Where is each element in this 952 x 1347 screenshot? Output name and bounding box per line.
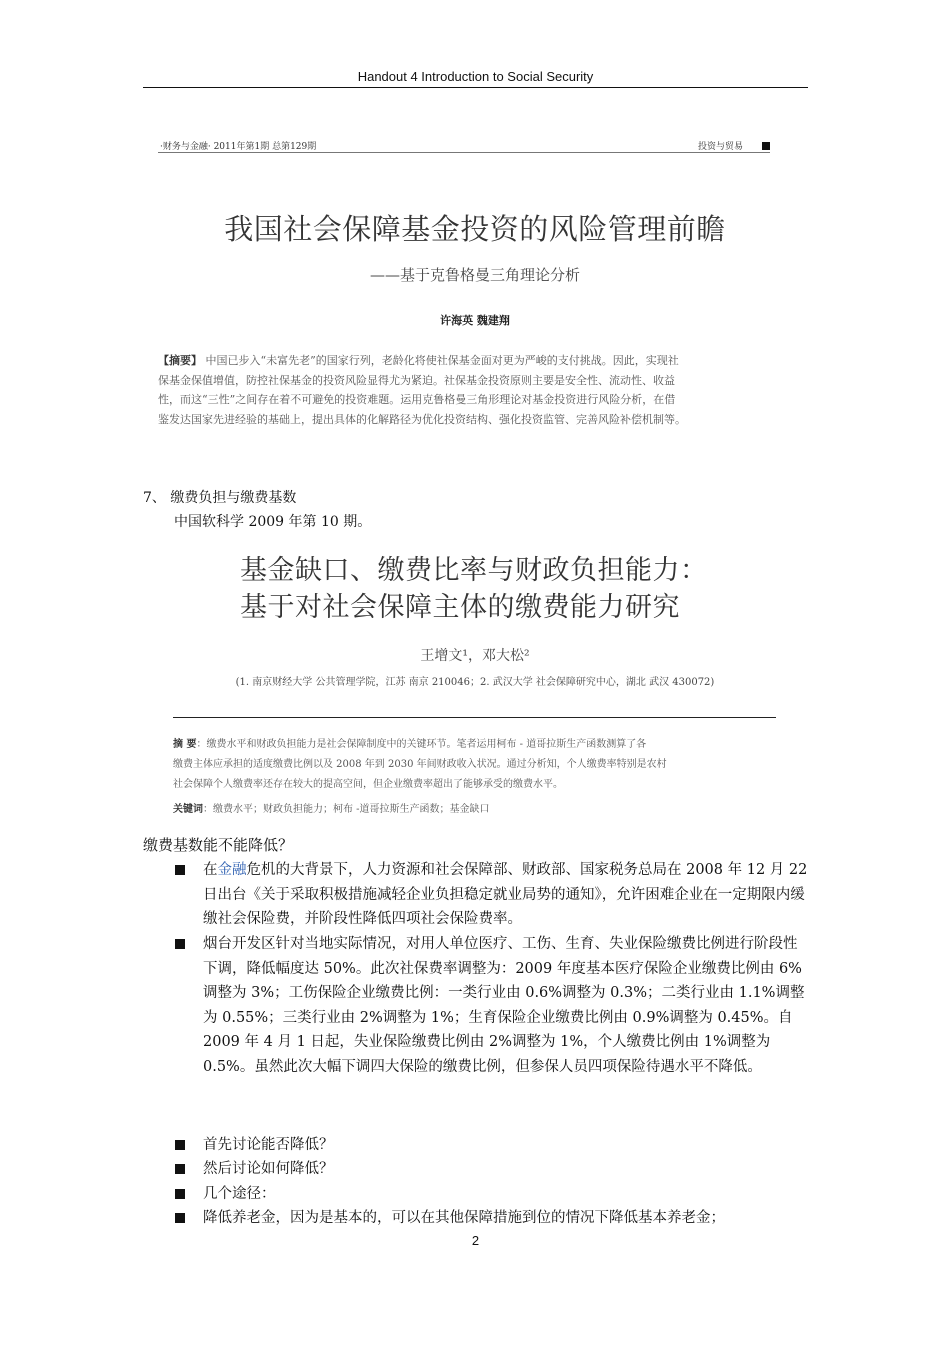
header-divider bbox=[143, 87, 808, 88]
bullet-item: 烟台开发区针对当地实际情况，对用人单位医疗、工伤、生育、失业保险缴费比例进行阶段性下调，降低幅度达 50%。此次社保费率调整为：2009 年度基本医疗保险企业缴费比例由 6%调整为 3%；工伤保险企业缴费比例：一类行业由 0.6%调整为 0.3%；二类行业由 1.1%调整为 0.55%；三类行业由 2%调整为 1%；生育保险企业缴费比例由 0.9%调整为 0.45%。自 2009 年 4 月 1 日起，失业保险缴费比例由 2%调整为 1%，个人缴费比例由 1%调整为 0.5%。虽然此次大幅下调四大保险的缴费比例，但参保人员四项保险待遇水平不降低。 bbox=[175, 932, 810, 1079]
clip1-abstract-label: 【摘要】 bbox=[158, 354, 202, 367]
clip2-affiliation: (1. 南京财经大学 公共管理学院，江苏 南京 210046；2. 武汉大学 社会保障研究中心，湖北 武汉 430072) bbox=[235, 677, 715, 688]
clip1-divider bbox=[158, 152, 770, 153]
finance-link[interactable]: 金融 bbox=[217, 862, 247, 878]
bullet-item: 然后讨论如何降低？ bbox=[175, 1157, 810, 1182]
bullet-item: 降低养老金，因为是基本的，可以在其他保障措施到位的情况下降低基本养老金； bbox=[175, 1206, 810, 1231]
clip1-abstract-line: 【摘要】 中国已步入“未富先老”的国家行列，老龄化将使社保基金面对更为严峻的支付挑战。因此，实现社 bbox=[158, 354, 679, 367]
square-bullet-icon bbox=[175, 865, 185, 875]
clip1-article-subtitle: ——基于克鲁格曼三角理论分析 bbox=[369, 266, 580, 284]
clip2-keywords-label: 关键词 bbox=[173, 804, 203, 815]
clip2-divider bbox=[173, 717, 776, 718]
clip1-abstract-line: 性，而这“三性”之间存在着不可避免的投资难题。运用克鲁格曼三角形理论对基金投资进行风险分析，在借 bbox=[158, 393, 676, 406]
clip1-abstract bbox=[158, 351, 770, 429]
clip2-title-line: 基于对社会保障主体的缴费能力研究 bbox=[240, 592, 680, 623]
clip1-abstract-line: 鉴发达国家先进经验的基础上，提出具体的化解路径为优化投资结构、强化投资监管、完善风险补偿机制等。 bbox=[158, 412, 686, 426]
clip2-abstract-line: 缴费主体应承担的适度缴费比例以及 2008 年到 2030 年间财政收入状况。通过分析知，个人缴费率特别是农村 bbox=[173, 759, 667, 770]
square-bullet-icon bbox=[175, 939, 185, 949]
clip1-article-title: 我国社会保障基金投资的风险管理前瞻 bbox=[224, 212, 726, 246]
bullet-item: 在金融危机的大背景下，人力资源和社会保障部、财政部、国家税务总局在 2008 年 12 月 22 日出台《关于采取积极措施减轻企业负担稳定就业局势的通知》，允许困难企业在一定期限内缓缴社会保险费，并阶段性降低四项社会保险费率。 bbox=[175, 858, 810, 932]
square-bullet-icon bbox=[175, 1164, 185, 1174]
clip1-authors: 许海英 魏建翔 bbox=[440, 314, 510, 327]
clip2-authors: 王增文¹，邓大松² bbox=[420, 648, 530, 664]
square-bullet-icon bbox=[175, 1189, 185, 1199]
clip2-article-title bbox=[240, 552, 708, 626]
clip2-keywords: 关键词：缴费水平；财政负担能力；柯布 -道哥拉斯生产函数；基金缺口 bbox=[173, 804, 490, 815]
square-bullet-icon bbox=[175, 1213, 185, 1223]
clip2-abstract-line: 社会保障个人缴费率还存在较大的提高空间，但企业缴费率超出了能够承受的缴费水平。 bbox=[173, 779, 563, 790]
clip2-abstract-label: 摘 要 bbox=[173, 739, 197, 750]
clip1-abstract-line: 保基金保值增值，防控社保基金的投资风险显得尤为紧迫。社保基金投资原则主要是安全性、流动性、收益 bbox=[158, 373, 675, 387]
clip1-section-label: 投资与贸易 bbox=[698, 142, 744, 152]
page-number: 2 bbox=[471, 1233, 480, 1248]
section-7-heading: 7、 缴费负担与缴费基数 bbox=[143, 490, 297, 506]
handout-header-title: Handout 4 Introduction to Social Security bbox=[357, 69, 594, 84]
bullet-item: 几个途径： bbox=[175, 1182, 810, 1207]
clip2-title-line: 基金缺口、缴费比率与财政负担能力： bbox=[240, 555, 708, 586]
question-heading: 缴费基数能不能降低？ bbox=[143, 836, 294, 854]
clip2-abstract-line: 摘 要：缴费水平和财政负担能力是社会保障制度中的关键环节。笔者运用柯布 - 道哥拉斯生产函数测算了各 bbox=[173, 739, 647, 750]
section-7-source: 中国软科学 2009 年第 10 期。 bbox=[174, 514, 372, 530]
clip2-abstract bbox=[173, 735, 785, 795]
square-marker-icon bbox=[762, 142, 770, 150]
clip1-journal-info: ·财务与金融· 2011年第1期 总第129期 bbox=[160, 142, 317, 152]
square-bullet-icon bbox=[175, 1140, 185, 1150]
bullet-item: 首先讨论能否降低？ bbox=[175, 1133, 810, 1158]
